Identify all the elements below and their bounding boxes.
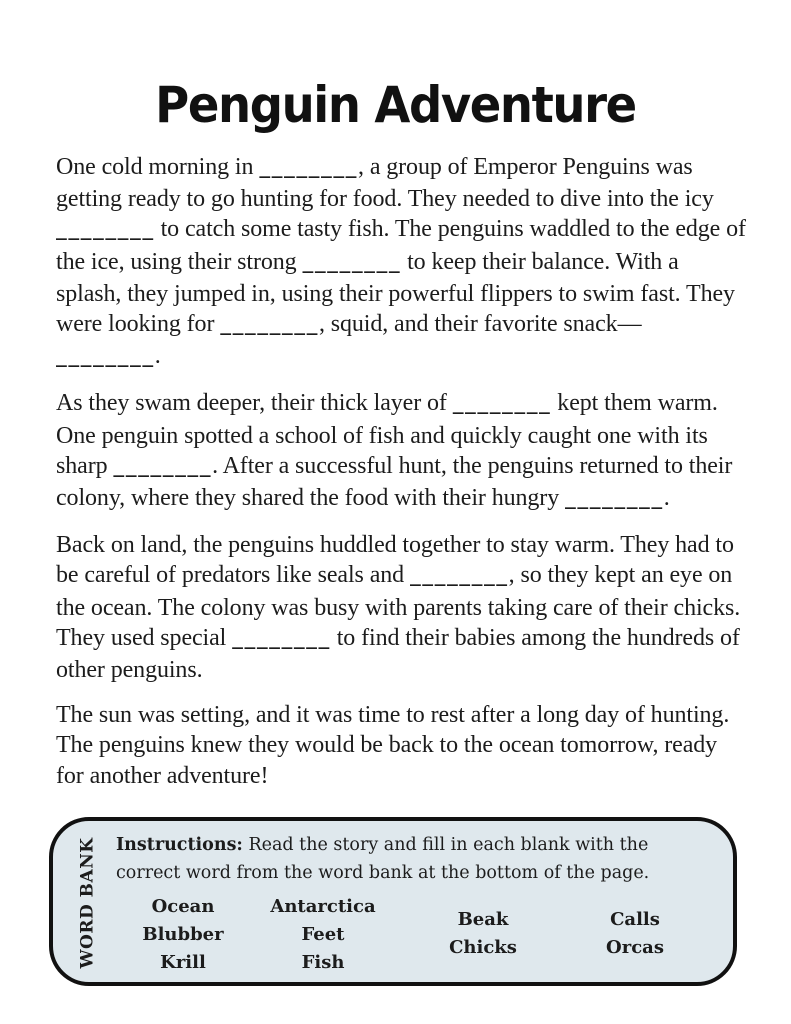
story-text: to keep their balance. With a splash, they jumped in, using their powerful flippers to swim fast. They were looking for	[56, 248, 735, 338]
word-column-1	[123, 893, 243, 981]
word-bank-label	[74, 833, 102, 973]
word-bank-word: Ocean	[151, 896, 215, 917]
fill-in-blank-7[interactable]: ________	[113, 456, 213, 478]
fill-in-blank-10[interactable]: ________	[232, 628, 331, 650]
word-column-4	[575, 906, 695, 962]
word-bank-word: Blubber	[142, 924, 224, 945]
fill-in-blank-6[interactable]: ________	[452, 394, 552, 416]
word-bank-word: Beak	[457, 909, 509, 930]
word-list	[113, 893, 723, 981]
word-bank-word: Krill	[160, 952, 206, 973]
story-paragraph-1	[56, 152, 746, 373]
word-bank-word: Chicks	[449, 937, 517, 958]
instructions-text: Read the story and fill in each blank with the correct word from the word bank at the bottom of the page.	[116, 835, 650, 883]
story-text: One cold morning in	[56, 154, 260, 180]
word-bank-word: Orcas	[606, 937, 664, 958]
word-bank-box	[49, 817, 737, 986]
word-bank-word: Antarctica	[270, 896, 376, 917]
story-text: .	[154, 343, 161, 370]
story-text: Back on land, the penguins huddled together to stay warm. They had to be careful of predators like seals and	[56, 532, 734, 589]
story-paragraph-3	[56, 530, 746, 685]
fill-in-blank-5[interactable]: ________	[56, 347, 155, 369]
word-column-2	[253, 893, 393, 981]
story-text: As they swam deeper, their thick layer of	[56, 390, 453, 417]
fill-in-blank-1[interactable]: ________	[259, 158, 359, 179]
fill-in-blank-8[interactable]: ________	[565, 489, 664, 511]
story-text: . After a successful hunt, the penguins returned to their colony, where they shared the food with their hungry	[56, 452, 733, 512]
word-column-3	[423, 906, 543, 962]
word-bank-word: Feet	[301, 924, 345, 945]
word-bank-word: Fish	[301, 952, 345, 973]
story-paragraph-2	[56, 388, 746, 515]
word-bank-label-text: WORD BANK	[78, 837, 98, 969]
story-text: kept them warm. One penguin spotted a school of fish and quickly caught one with its sharp	[56, 390, 718, 479]
instructions	[116, 831, 716, 887]
fill-in-blank-3[interactable]: ________	[302, 252, 402, 274]
story-text: .	[663, 485, 670, 512]
word-bank-word: Calls	[610, 909, 660, 930]
story	[56, 152, 746, 806]
story-text: , a group of Emperor Penguins was getting ready to go hunting for food. They needed to dive into the icy	[56, 154, 714, 213]
fill-in-blank-2[interactable]: ________	[56, 220, 155, 242]
story-text: to find their babies among the hundreds of other penguins.	[56, 624, 740, 684]
fill-in-blank-4[interactable]: ________	[220, 315, 319, 337]
story-text: , so they kept an eye on the ocean. The colony was busy with parents taking care of their chicks. They used special	[56, 562, 741, 651]
story-paragraph-4	[56, 700, 746, 791]
story-text: to catch some tasty fish. The penguins waddled to the edge of the ice, using their strong	[56, 216, 746, 275]
instructions-label: Instructions:	[116, 835, 243, 855]
page-title: Penguin Adventure	[155, 76, 636, 134]
story-text: , squid, and their favorite snack—	[318, 311, 642, 338]
fill-in-blank-9[interactable]: ________	[409, 566, 509, 588]
story-text: The sun was setting, and it was time to rest after a long day of hunting. The penguins knew they would be back to the ocean tomorrow, ready for another adventure!	[56, 702, 730, 789]
